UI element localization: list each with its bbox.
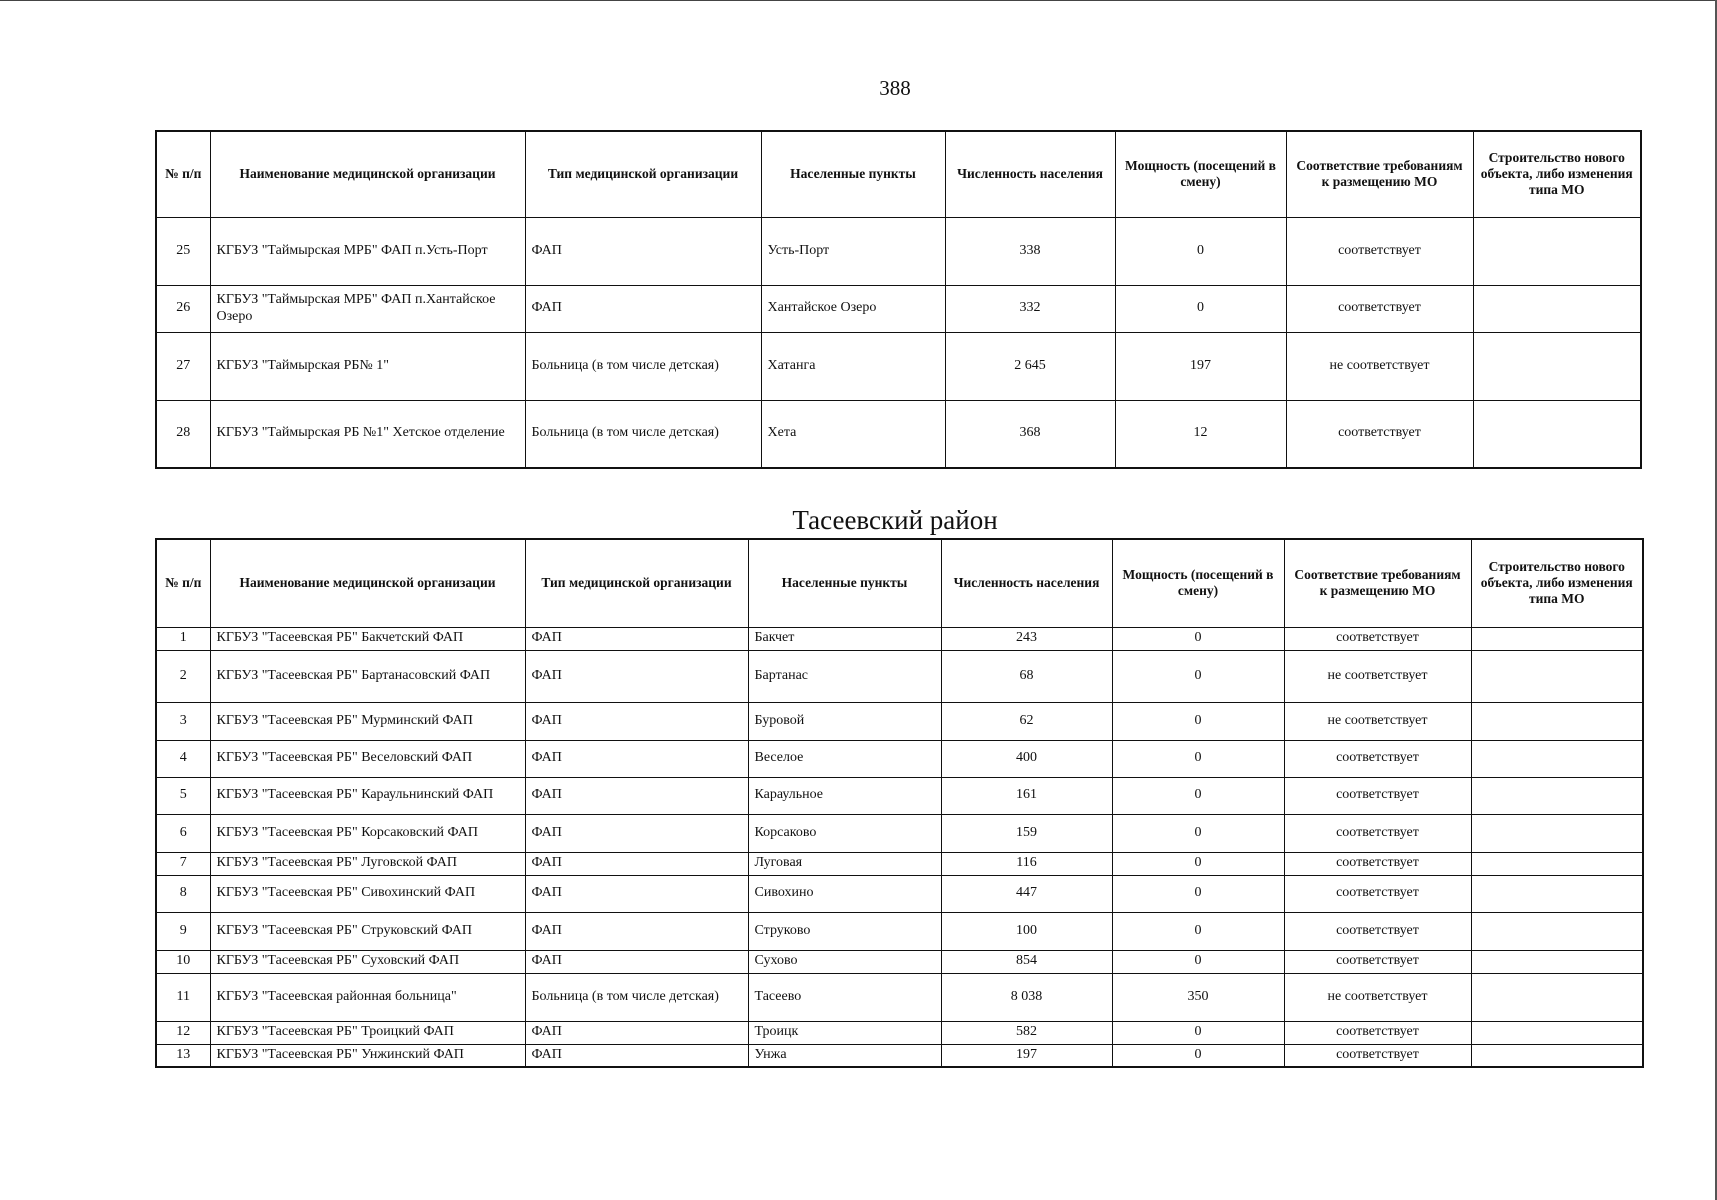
cell-organization-name: КГБУЗ "Таймырская МРБ" ФАП п.Хантайское Озеро [210, 285, 525, 332]
cell-construction [1471, 973, 1643, 1021]
cell-population: 116 [941, 852, 1112, 875]
header-type: Тип медицинской организации [525, 131, 761, 217]
cell-construction [1471, 1044, 1643, 1067]
cell-construction [1471, 1021, 1643, 1044]
table-taimyr [155, 130, 1642, 469]
cell-settlement: Троицк [748, 1021, 941, 1044]
cell-compliance: соответствует [1284, 1044, 1471, 1067]
cell-construction [1471, 702, 1643, 740]
table-row [156, 1021, 1643, 1044]
cell-organization-type: ФАП [525, 627, 748, 650]
cell-compliance: соответствует [1284, 627, 1471, 650]
cell-settlement: Струково [748, 912, 941, 950]
cell-population: 68 [941, 650, 1112, 702]
cell-construction [1471, 875, 1643, 912]
cell-settlement: Веселое [748, 740, 941, 777]
cell-settlement: Бакчет [748, 627, 941, 650]
cell-capacity: 0 [1112, 650, 1284, 702]
cell-num: 5 [156, 777, 210, 814]
cell-organization-name: КГБУЗ "Тасеевская РБ" Караульнинский ФАП [210, 777, 525, 814]
header-settlements: Населенные пункты [761, 131, 945, 217]
cell-construction [1471, 740, 1643, 777]
cell-population: 332 [945, 285, 1115, 332]
cell-organization-name: КГБУЗ "Тасеевская РБ" Бакчетский ФАП [210, 627, 525, 650]
cell-population: 2 645 [945, 332, 1115, 400]
cell-organization-name: КГБУЗ "Таймырская МРБ" ФАП п.Усть-Порт [210, 217, 525, 285]
header-compliance: Соответствие требованиям к размещению МО [1284, 539, 1471, 627]
cell-construction [1471, 912, 1643, 950]
cell-num: 9 [156, 912, 210, 950]
cell-organization-name: КГБУЗ "Тасеевская РБ" Бартанасовский ФАП [210, 650, 525, 702]
cell-organization-name: КГБУЗ "Тасеевская РБ" Корсаковский ФАП [210, 814, 525, 852]
header-num: № п/п [156, 539, 210, 627]
table-row [156, 627, 1643, 650]
cell-num: 1 [156, 627, 210, 650]
cell-construction [1471, 627, 1643, 650]
cell-capacity: 197 [1115, 332, 1286, 400]
cell-population: 400 [941, 740, 1112, 777]
table-row [156, 814, 1643, 852]
header-settlements: Населенные пункты [748, 539, 941, 627]
header-num: № п/п [156, 131, 210, 217]
cell-construction [1471, 950, 1643, 973]
table-row [156, 912, 1643, 950]
table-row [156, 650, 1643, 702]
cell-settlement: Сухово [748, 950, 941, 973]
cell-compliance: соответствует [1286, 217, 1473, 285]
cell-construction [1471, 814, 1643, 852]
cell-compliance: соответствует [1284, 740, 1471, 777]
cell-capacity: 0 [1112, 814, 1284, 852]
cell-compliance: соответствует [1286, 285, 1473, 332]
cell-compliance: не соответствует [1286, 332, 1473, 400]
cell-population: 447 [941, 875, 1112, 912]
cell-organization-type: ФАП [525, 217, 761, 285]
header-capacity: Мощность (посещений в смену) [1112, 539, 1284, 627]
table-row [156, 1044, 1643, 1067]
cell-num: 26 [156, 285, 210, 332]
cell-num: 25 [156, 217, 210, 285]
cell-organization-name: КГБУЗ "Тасеевская РБ" Унжинский ФАП [210, 1044, 525, 1067]
cell-population: 338 [945, 217, 1115, 285]
cell-organization-type: ФАП [525, 875, 748, 912]
cell-population: 582 [941, 1021, 1112, 1044]
cell-compliance: соответствует [1284, 1021, 1471, 1044]
cell-capacity: 0 [1112, 852, 1284, 875]
cell-organization-type: ФАП [525, 912, 748, 950]
cell-settlement: Караульное [748, 777, 941, 814]
cell-construction [1473, 217, 1641, 285]
cell-num: 11 [156, 973, 210, 1021]
cell-organization-name: КГБУЗ "Таймырская РБ №1" Хетское отделение [210, 400, 525, 468]
cell-num: 3 [156, 702, 210, 740]
header-compliance: Соответствие требованиям к размещению МО [1286, 131, 1473, 217]
header-population: Численность населения [941, 539, 1112, 627]
cell-capacity: 0 [1112, 912, 1284, 950]
cell-organization-type: ФАП [525, 702, 748, 740]
table-body [156, 627, 1643, 1067]
cell-organization-type: ФАП [525, 1021, 748, 1044]
cell-capacity: 0 [1112, 702, 1284, 740]
header-name: Наименование медицинской организации [210, 539, 525, 627]
table-row [156, 702, 1643, 740]
cell-num: 7 [156, 852, 210, 875]
cell-capacity: 0 [1115, 285, 1286, 332]
header-construction: Строительство нового объекта, либо изменения типа МО [1471, 539, 1643, 627]
cell-compliance: соответствует [1284, 912, 1471, 950]
cell-capacity: 0 [1115, 217, 1286, 285]
cell-num: 8 [156, 875, 210, 912]
cell-num: 27 [156, 332, 210, 400]
table-row [156, 332, 1641, 400]
header-construction: Строительство нового объекта, либо изменения типа МО [1473, 131, 1641, 217]
cell-construction [1473, 332, 1641, 400]
cell-capacity: 350 [1112, 973, 1284, 1021]
cell-organization-type: ФАП [525, 1044, 748, 1067]
cell-compliance: соответствует [1284, 852, 1471, 875]
cell-settlement: Луговая [748, 852, 941, 875]
cell-organization-type: ФАП [525, 285, 761, 332]
cell-organization-name: КГБУЗ "Тасеевская РБ" Троицкий ФАП [210, 1021, 525, 1044]
cell-compliance: не соответствует [1284, 973, 1471, 1021]
cell-organization-name: КГБУЗ "Тасеевская районная больница" [210, 973, 525, 1021]
cell-num: 4 [156, 740, 210, 777]
cell-population: 159 [941, 814, 1112, 852]
cell-organization-type: ФАП [525, 950, 748, 973]
cell-compliance: не соответствует [1284, 702, 1471, 740]
cell-population: 62 [941, 702, 1112, 740]
cell-compliance: не соответствует [1284, 650, 1471, 702]
table-row [156, 852, 1643, 875]
cell-population: 854 [941, 950, 1112, 973]
cell-organization-type: Больница (в том числе детская) [525, 400, 761, 468]
cell-settlement: Сивохино [748, 875, 941, 912]
cell-compliance: соответствует [1284, 950, 1471, 973]
cell-construction [1473, 400, 1641, 468]
cell-settlement: Хета [761, 400, 945, 468]
page-number: 388 [879, 76, 911, 100]
cell-population: 368 [945, 400, 1115, 468]
cell-settlement: Корсаково [748, 814, 941, 852]
cell-capacity: 0 [1112, 1044, 1284, 1067]
cell-settlement: Буровой [748, 702, 941, 740]
cell-num: 13 [156, 1044, 210, 1067]
cell-capacity: 0 [1112, 950, 1284, 973]
cell-organization-type: ФАП [525, 777, 748, 814]
cell-capacity: 0 [1112, 627, 1284, 650]
table-row [156, 777, 1643, 814]
header-population: Численность населения [945, 131, 1115, 217]
table-row [156, 217, 1641, 285]
cell-population: 161 [941, 777, 1112, 814]
table-row [156, 875, 1643, 912]
cell-population: 197 [941, 1044, 1112, 1067]
scan-top-edge [0, 0, 1717, 1]
table-row [156, 973, 1643, 1021]
cell-population: 243 [941, 627, 1112, 650]
table-taseevo [155, 538, 1644, 1068]
header-capacity: Мощность (посещений в смену) [1115, 131, 1286, 217]
cell-organization-name: КГБУЗ "Тасеевская РБ" Мурминский ФАП [210, 702, 525, 740]
cell-organization-type: ФАП [525, 740, 748, 777]
cell-num: 6 [156, 814, 210, 852]
cell-organization-name: КГБУЗ "Тасеевская РБ" Струковский ФАП [210, 912, 525, 950]
cell-organization-name: КГБУЗ "Таймырская РБ№ 1" [210, 332, 525, 400]
cell-num: 28 [156, 400, 210, 468]
section-title: Тасеевский район [792, 505, 998, 535]
cell-population: 100 [941, 912, 1112, 950]
cell-settlement: Хатанга [761, 332, 945, 400]
cell-organization-type: ФАП [525, 814, 748, 852]
cell-capacity: 0 [1112, 740, 1284, 777]
header-type: Тип медицинской организации [525, 539, 748, 627]
cell-settlement: Тасеево [748, 973, 941, 1021]
cell-capacity: 0 [1112, 1021, 1284, 1044]
cell-num: 2 [156, 650, 210, 702]
table-body [156, 217, 1641, 468]
cell-compliance: соответствует [1286, 400, 1473, 468]
table-row [156, 740, 1643, 777]
cell-settlement: Хантайское Озеро [761, 285, 945, 332]
table-row [156, 400, 1641, 468]
header-name: Наименование медицинской организации [210, 131, 525, 217]
table-row [156, 950, 1643, 973]
cell-num: 12 [156, 1021, 210, 1044]
cell-capacity: 12 [1115, 400, 1286, 468]
cell-organization-type: Больница (в том числе детская) [525, 332, 761, 400]
cell-compliance: соответствует [1284, 814, 1471, 852]
cell-organization-type: Больница (в том числе детская) [525, 973, 748, 1021]
cell-organization-name: КГБУЗ "Тасеевская РБ" Сивохинский ФАП [210, 875, 525, 912]
cell-settlement: Усть-Порт [761, 217, 945, 285]
cell-construction [1471, 852, 1643, 875]
cell-organization-type: ФАП [525, 650, 748, 702]
cell-capacity: 0 [1112, 875, 1284, 912]
table-header-row [156, 539, 1643, 627]
cell-organization-name: КГБУЗ "Тасеевская РБ" Веселовский ФАП [210, 740, 525, 777]
cell-capacity: 0 [1112, 777, 1284, 814]
cell-construction [1471, 650, 1643, 702]
cell-organization-name: КГБУЗ "Тасеевская РБ" Луговской ФАП [210, 852, 525, 875]
cell-organization-type: ФАП [525, 852, 748, 875]
cell-num: 10 [156, 950, 210, 973]
table-header-row [156, 131, 1641, 217]
table-row [156, 285, 1641, 332]
cell-compliance: соответствует [1284, 875, 1471, 912]
cell-settlement: Бартанас [748, 650, 941, 702]
cell-settlement: Унжа [748, 1044, 941, 1067]
cell-construction [1471, 777, 1643, 814]
cell-construction [1473, 285, 1641, 332]
cell-organization-name: КГБУЗ "Тасеевская РБ" Суховский ФАП [210, 950, 525, 973]
cell-population: 8 038 [941, 973, 1112, 1021]
cell-compliance: соответствует [1284, 777, 1471, 814]
